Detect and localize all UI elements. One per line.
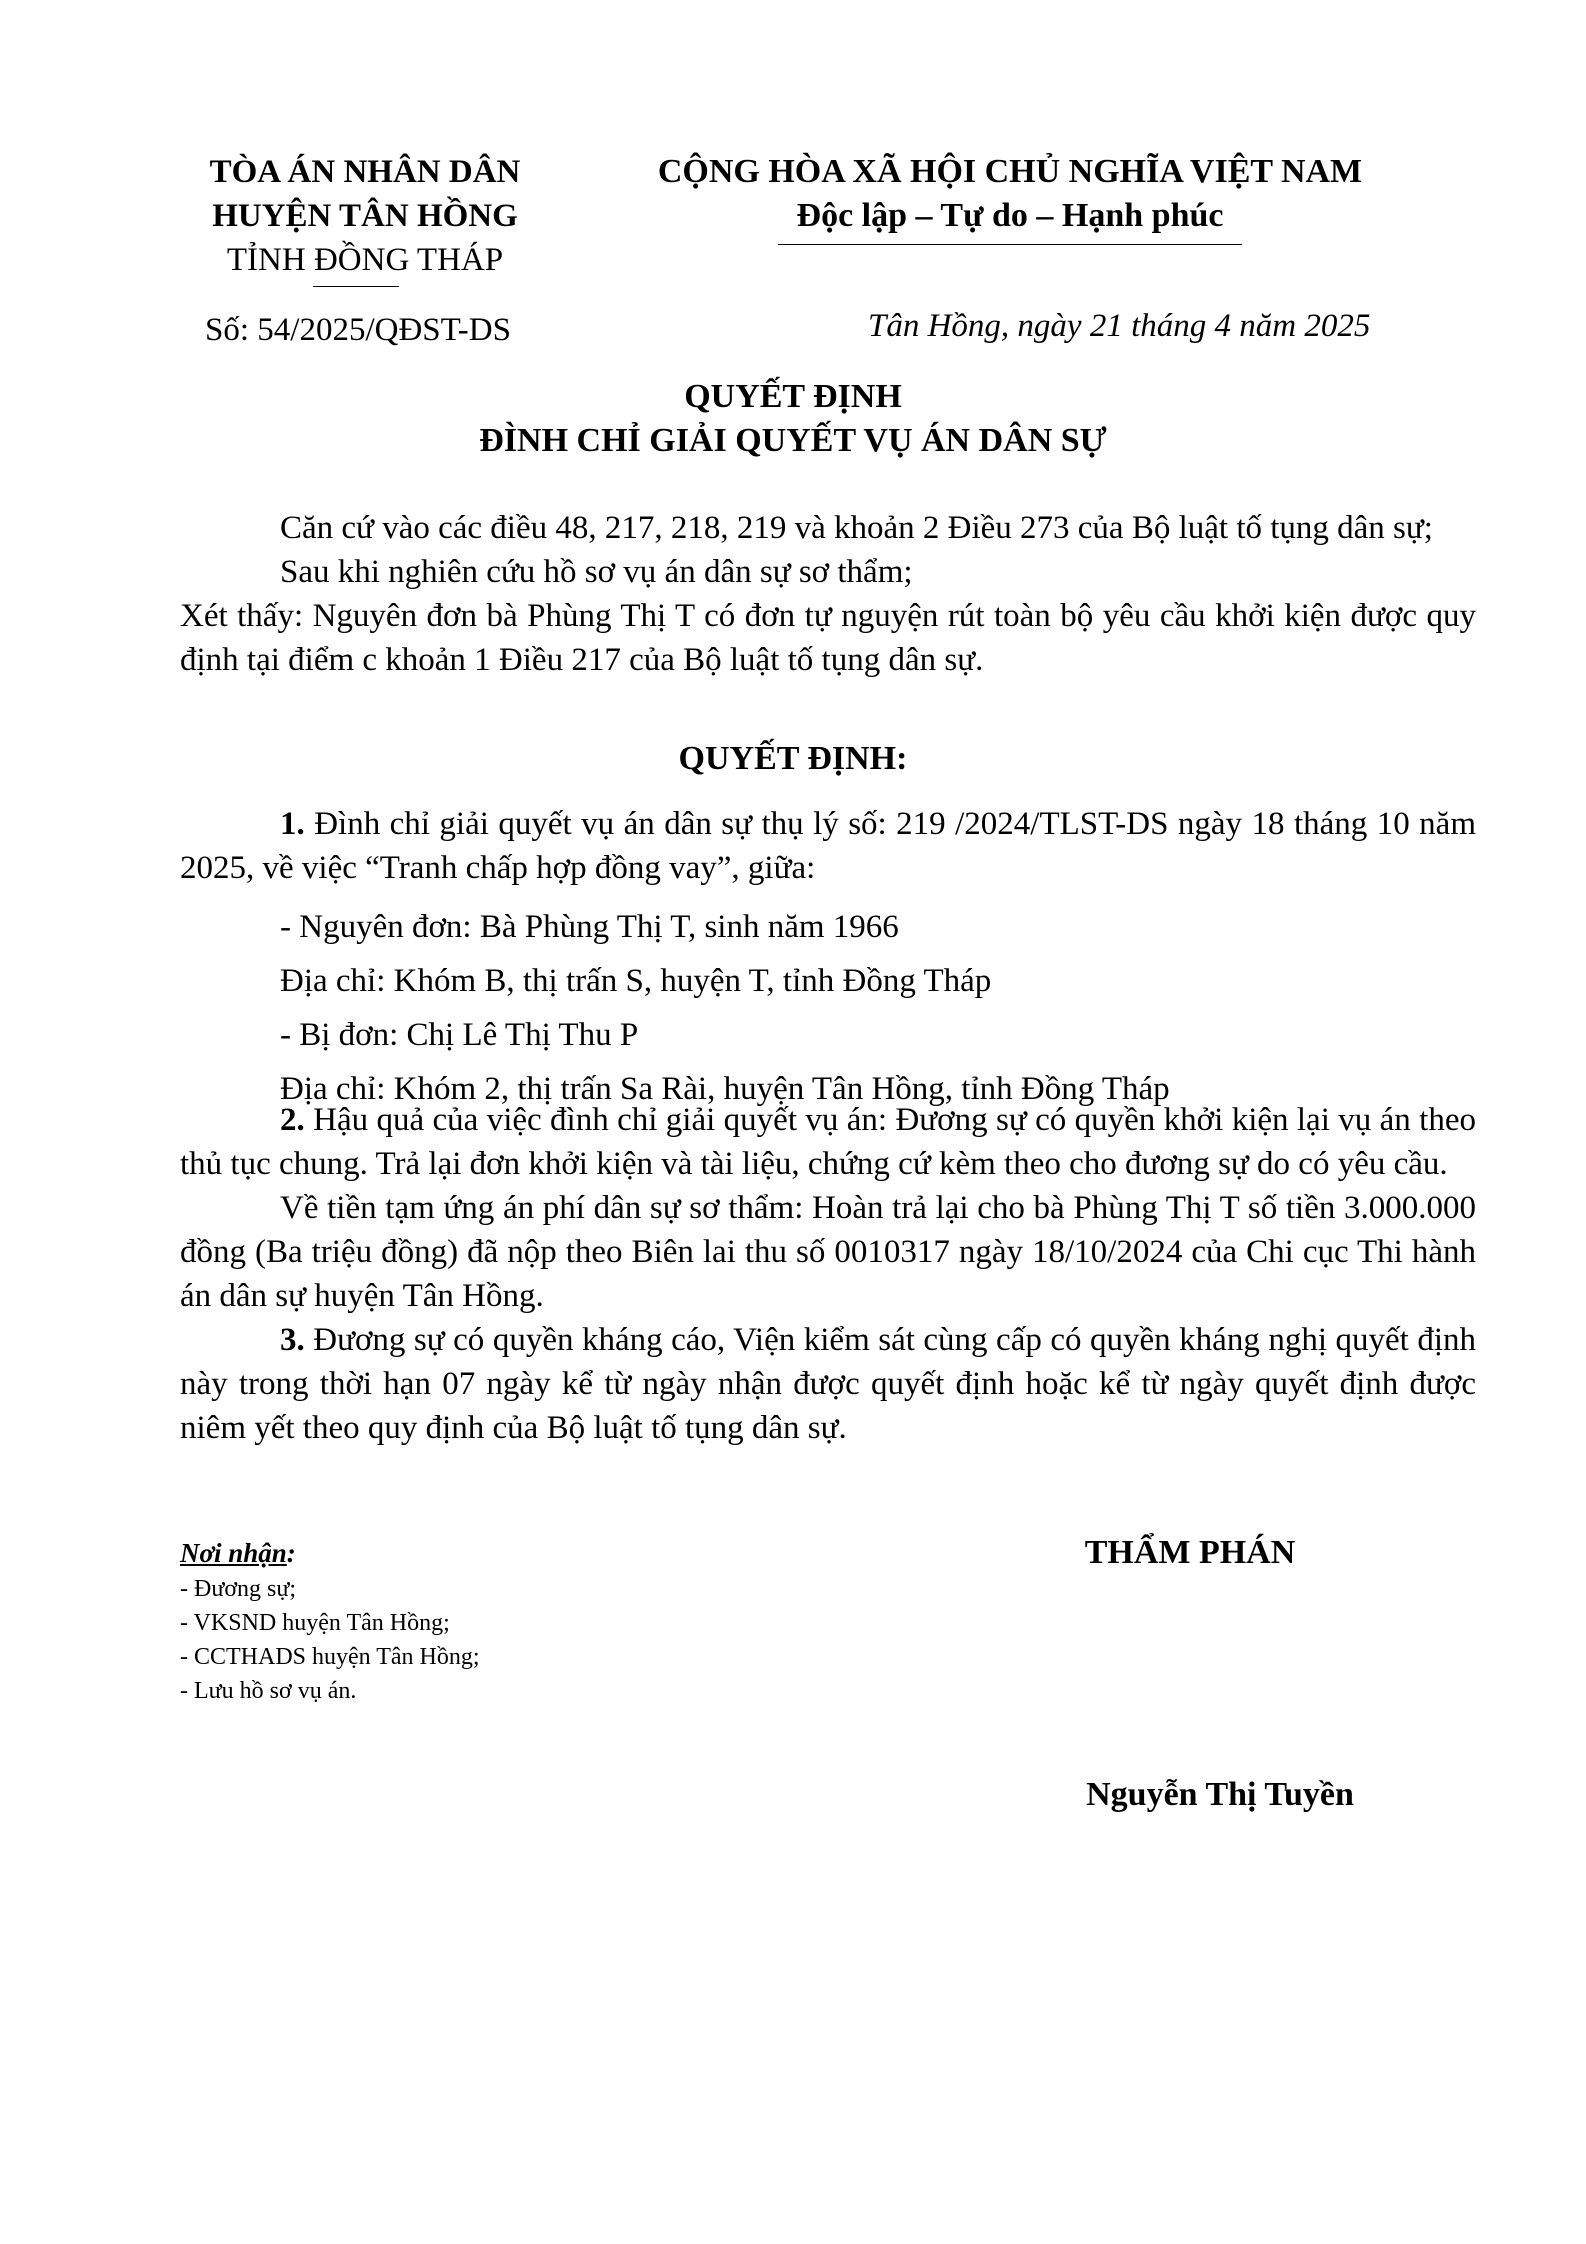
court-name: TÒA ÁN NHÂN DÂN [209,154,521,190]
national-header-rule [778,244,1242,245]
recipients-block [180,1536,480,1708]
consideration: Xét thấy: Nguyên đơn bà Phùng Thị T có đơn tự nguyện rút toàn bộ yêu cầu khởi kiện được quy định tại điểm c khoản 1 Điều 217 của Bộ luật tố tụng dân sự. [180,598,1476,678]
defendant: - Bị đơn: Chị Lê Thị Thu P [280,1017,639,1053]
judge-name: Nguyễn Thị Tuyền [1086,1776,1354,1813]
defendant-address: Địa chỉ: Khóm 2, thị trấn Sa Rài, huyện Tân Hồng, tỉnh Đồng Tháp [280,1071,1170,1107]
court-header [160,150,570,282]
court-fee: Về tiền tạm ứng án phí dân sự sơ thẩm: Hoàn trả lại cho bà Phùng Thị T số tiền 3.000.000 đồng (Ba triệu đồng) đã nộp theo Biên lai thu số 0010317 ngày 18/10/2024 của Chi cục Thi hành án dân sự huyện Tân Hồng. [180,1190,1476,1314]
decision-heading: QUYẾT ĐỊNH: [678,740,908,777]
national-name: CỘNG HÒA XÃ HỘI CHỦ NGHĨA VIỆT NAM [657,153,1363,190]
place-date: Tân Hồng, ngày 21 tháng 4 năm 2025 [868,308,1371,344]
national-motto: Độc lập – Tự do – Hạnh phúc [796,197,1224,234]
recipient-item: - Lưu hồ sơ vụ án. [180,1678,357,1704]
item-1-text: Đình chỉ giải quyết vụ án dân sự thụ lý số: 219 /2024/TLST-DS ngày 18 tháng 10 năm 2025, về việc “Tranh chấp hợp đồng vay”, giữa: [180,806,1476,886]
document-subtitle: ĐÌNH CHỈ GIẢI QUYẾT VỤ ÁN DÂN SỰ [479,422,1107,459]
preamble-block [180,506,1476,682]
document-title: QUYẾT ĐỊNH [684,378,902,415]
court-header-rule [313,286,399,287]
item-1-number: 1. [280,806,305,842]
decision-item-1 [180,802,1476,890]
recipients-colon: : [286,1538,296,1568]
recipient-item: - CCTHADS huyện Tân Hồng; [180,1644,480,1670]
plaintiff: - Nguyên đơn: Bà Phùng Thị T, sinh năm 1966 [280,909,899,945]
item-3-text: Đương sự có quyền kháng cáo, Viện kiểm sát cùng cấp có quyền kháng nghị quyết định này trong thời hạn 07 ngày kể từ ngày nhận được quyết định hoặc kể từ ngày quyết định được niêm yết theo quy định của Bộ luật tố tụng dân sự. [180,1322,1476,1446]
recipient-item: - Đương sự; [180,1576,297,1602]
legal-basis: Căn cứ vào các điều 48, 217, 218, 219 và khoản 2 Điều 273 của Bộ luật tố tụng dân sự; [280,510,1433,546]
recipient-item: - VKSND huyện Tân Hồng; [180,1610,450,1636]
decision-item-2 [180,1098,1476,1450]
case-review: Sau khi nghiên cứu hồ sơ vụ án dân sự sơ thẩm; [280,554,913,590]
national-header [620,150,1400,238]
item-2-text: Hậu quả của việc đình chỉ giải quyết vụ án: Đương sự có quyền khởi kiện lại vụ án theo thủ tục chung. Trả lại đơn khởi kiện và tài liệu, chứng cứ kèm theo cho đương sự do có yêu cầu. [180,1102,1476,1182]
recipients-heading: Nơi nhận [180,1538,287,1568]
item-2-number: 2. [280,1102,305,1138]
court-district: HUYỆN TÂN HỒNG [212,198,518,234]
item-3-number: 3. [280,1322,305,1358]
plaintiff-address: Địa chỉ: Khóm B, thị trấn S, huyện T, tỉnh Đồng Tháp [280,963,992,999]
judge-title: THẨM PHÁN [1084,1534,1296,1571]
court-province: TỈNH ĐỒNG THÁP [226,242,504,278]
document-number: Số: 54/2025/QĐST-DS [205,312,511,348]
parties-block [180,900,1476,1116]
